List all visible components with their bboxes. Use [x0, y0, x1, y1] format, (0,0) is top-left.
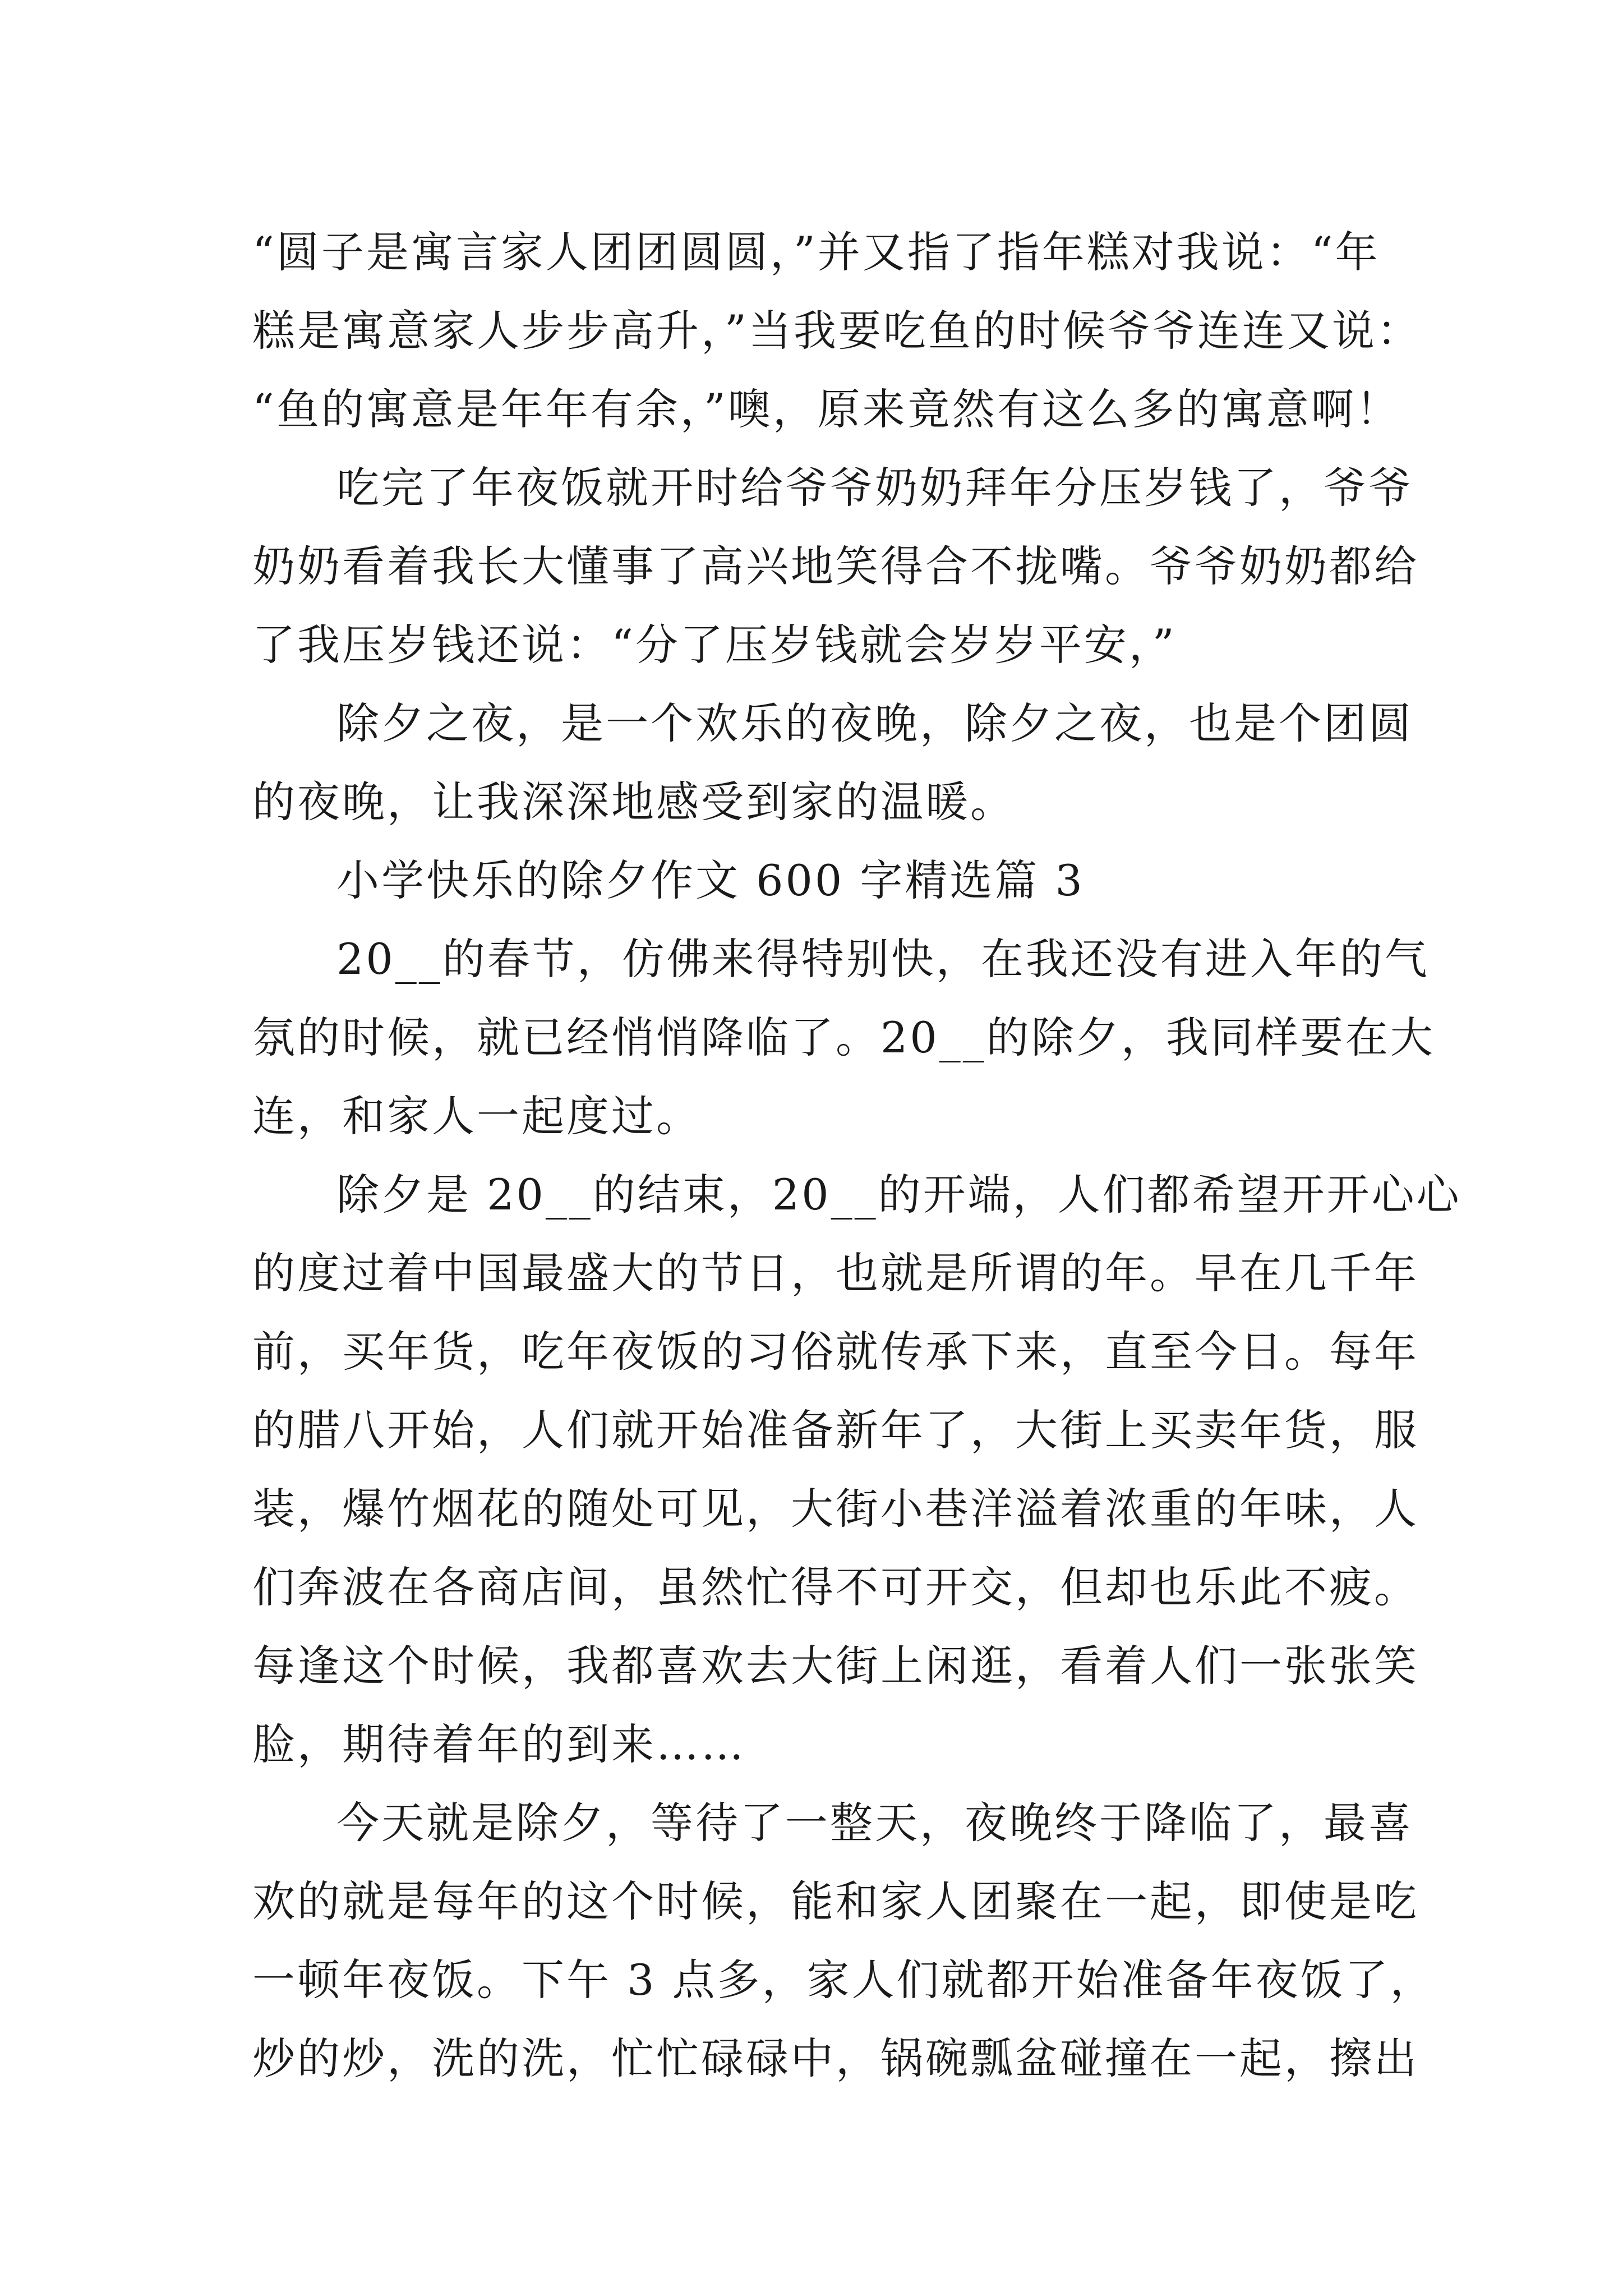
text-line: 前，买年货，吃年夜饭的习俗就传承下来，直至今日。每年	[252, 1327, 1419, 1377]
text-line: 脸，期待着年的到来……	[252, 1719, 746, 1769]
text-line: 装，爆竹烟花的随处可见，大街小巷洋溢着浓重的年味，人	[252, 1484, 1419, 1534]
text-line: “圆子是寓言家人团团圆圆，”并又指了指年糕对我说：“年	[252, 227, 1380, 277]
essay-body	[252, 213, 1461, 2098]
section-heading: 小学快乐的除夕作文 600 字精选篇 3	[336, 855, 1085, 905]
paragraph-start-line: 除夕之夜，是一个欢乐的夜晚，除夕之夜，也是个团圆	[336, 698, 1413, 748]
text-line: 的夜晚，让我深深地感受到家的温暖。	[252, 777, 1015, 827]
paragraph-start-line: 今天就是除夕，等待了一整天，夜晚终于降临了，最喜	[336, 1798, 1413, 1848]
text-line: 一顿年夜饭。下午 3 点多，家人们就都开始准备年夜饭了，	[252, 1955, 1435, 2005]
paragraph-start-line: 20__的春节，仿佛来得特别快，在我还没有进入年的气	[336, 934, 1430, 984]
paragraph-start-line: 除夕是 20__的结束，20__的开端，人们都希望开开心心	[336, 1170, 1461, 1220]
text-line: 欢的就是每年的这个时候，能和家人团聚在一起，即使是吃	[252, 1876, 1419, 1926]
paragraph-start-line: 吃完了年夜饭就开时给爷爷奶奶拜年分压岁钱了，爷爷	[336, 463, 1413, 513]
text-line: 的度过着中国最盛大的节日，也就是所谓的年。早在几千年	[252, 1248, 1419, 1298]
text-line: 奶奶看着我长大懂事了高兴地笑得合不拢嘴。爷爷奶奶都给	[252, 541, 1419, 591]
text-line: 氛的时候，就已经悄悄降临了。20__的除夕，我同样要在大	[252, 1013, 1435, 1062]
text-line: 每逢这个时候，我都喜欢去大街上闲逛，看着人们一张张笑	[252, 1641, 1419, 1691]
text-line: 连，和家人一起度过。	[252, 1091, 701, 1141]
text-line: “鱼的寓意是年年有余，”噢，原来竟然有这么多的寓意啊！	[252, 384, 1401, 434]
text-line: 糕是寓意家人步步高升，”当我要吃鱼的时候爷爷连连又说：	[252, 306, 1422, 356]
text-line: 们奔波在各商店间，虽然忙得不可开交，但却也乐此不疲。	[252, 1562, 1419, 1612]
text-line: 炒的炒，洗的洗，忙忙碌碌中，锅碗瓢盆碰撞在一起，擦出	[252, 2033, 1419, 2083]
text-line: 了我压岁钱还说：“分了压岁钱就会岁岁平安，”	[252, 620, 1177, 670]
text-line: 的腊八开始，人们就开始准备新年了，大街上买卖年货，服	[252, 1405, 1419, 1455]
